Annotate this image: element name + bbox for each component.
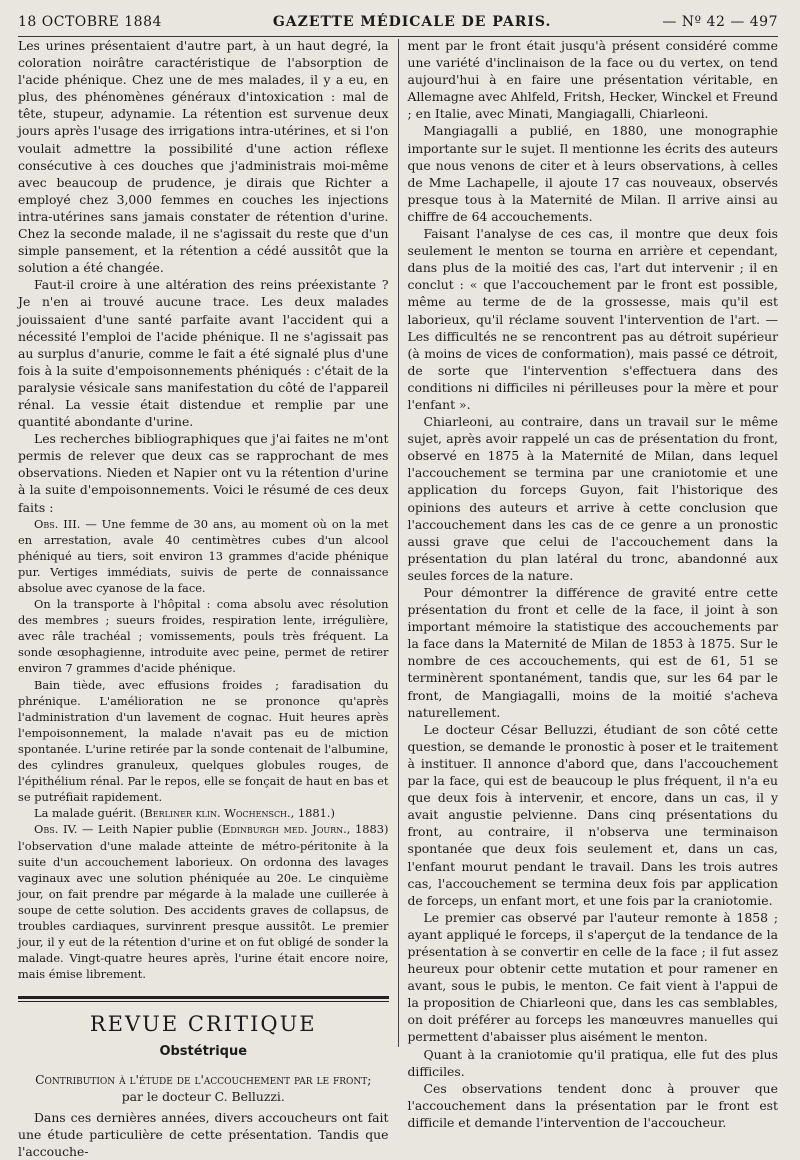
paragraph: Le premier cas observé par l'auteur remonte à 1858 ; ayant appliqué le forceps, il s'aperçut de la tendance de la présentation à se convertir en celle de la face ; il fut assez heureux pour obtenir cette mutation et pour ramener en avant, sous le pubis, le menton. Ce fait vient à l'appui de la proposition de Chiarleoni que, dans les cas semblables, on doit préférer au forceps les manœuvres manuelles qui permettent d'abaisser plus aisément le menton. <box>407 909 778 1045</box>
paragraph: Faisant l'analyse de ces cas, il montre que deux fois seulement le menton se tourna en arrière et cependant, dans plus de la moitié des cas, l'art dut intervenir ; il en conclut : « que l'accouchement par le front est possible, même au terme de de la grossesse, mais qu'il est laborieux, qu'il réclame souvent l'intervention de l'art. — Les difficultés ne se rencontrent pas au détroit supérieur (à moins de vices de conformation), mais passé ce détroit, de sorte que l'intervention s'effectuera dans des conditions ni difficiles ni périlleuses pour la mère et pour l'enfant ». <box>407 226 778 412</box>
article-heading <box>18 1071 389 1105</box>
observation-4 <box>18 821 389 982</box>
header-issue: — Nº 42 — 497 <box>662 14 778 30</box>
paragraph: Les urines présentaient d'autre part, à un haut degré, la coloration noirâtre caractéristique de l'absorption de l'acide phénique. Chez une de mes malades, il y a eu, en plus, des phénomènes généraux d'intoxication : mal de tête, stupeur, adynamie. La rétention est survenue deux jours après l'usage des irrigations intra-utérines, et si l'on voulait admettre la possibilité d'une action réflexe consécutive à ces douches que j'administrais moi-même avec beaucoup de prudence, je dirais que Richter a employé chez 3,000 femmes en couches les injections intra-utérines sans jamais constater de rétention d'urine. Chez la seconde malade, il ne s'agissait du reste que d'un simple pansement, et la rétention a cédé aussitôt que la solution a été changée. <box>18 38 389 276</box>
right-column <box>399 37 779 1130</box>
header-date: 18 OCTOBRE 1884 <box>18 14 162 30</box>
section-title: REVUE CRITIQUE <box>89 1012 317 1037</box>
section-rule-thick <box>18 996 389 999</box>
paragraph-text: La malade guérit. ( <box>34 806 145 821</box>
paragraph: On la transporte à l'hôpital : coma absolu avec résolution des membres ; sueurs froides, respiration lente, irrégulière, avec râle trachéal ; vomissements, pouls très fréquent. La sonde œsophagienne, introduite avec peine, permet de retirer environ 7 grammes d'acide phénique. <box>18 597 389 676</box>
paragraph: Ces observations tendent donc à prouver que l'accouchement dans la présentation par le front est difficile et demande l'intervention de l'accoucheur. <box>407 1080 778 1130</box>
observation-label: Obs. IV. <box>34 822 78 837</box>
paragraph: Bain tiède, avec effusions froides ; faradisation du phrénique. L'amélioration ne se prononce qu'après l'administration d'un lavement de cognac. Huit heures après l'empoisonnement, la malade n'avait pas eu de miction spontanée. L'urine retirée par la sonde contenait de l'albumine, des cylindres granuleux, quelques globules rouges, de l'épithélium rénal. Par le repos, elle se fonçait de haut en bas et se putréfiait rapidement. <box>18 677 389 805</box>
page-header <box>18 14 778 34</box>
paragraph: Mangiagalli a publié, en 1880, une monographie importante sur le sujet. Il mentionne les écrits des auteurs que nous venons de citer et à leurs observations, à celles de Mme Lachapelle, il ajoute 17 cas nouveaux, observés presque tous à la Maternité de Milan. Il arrive ainsi au chiffre de 64 accouchements. <box>407 123 778 224</box>
observation-3 <box>18 516 389 596</box>
reference: Edinburgh med. Journ. <box>222 822 347 837</box>
header-title: GAZETTE MÉDICALE DE PARIS. <box>272 14 552 30</box>
observation-text: , 1883) l'observation d'une malade atteinte de métro-péritonite à la suite d'un accouchement laborieux. On ordonna des lavages vaginaux avec une solution phéniquée au 20e. Le cinquième jour, on fait prendre par mégarde à la malade une cuillerée à soupe de cette solution. Des accidents graves de collapsus, de troubles cardiaques, survinrent presque aussitôt. Le premier jour, il y eut de la rétention d'urine et on fut obligé de sonder la malade. Vingt-quatre heures après, l'urine était encore noire, mais émise librement. <box>18 822 389 982</box>
observation-label: Obs. III. <box>34 516 81 531</box>
paragraph: Chiarleoni, au contraire, dans un travail sur le même sujet, après avoir rappelé un cas de présentation du front, observé en 1875 à la Maternité de Milan, dans lequel l'accouchement se termina par une craniotomie et une application du forceps Guyon, fait l'historique des opinions des auteurs et arrive à cette conclusion que l'accouchement dans les cas de ce genre a un pronostic aussi grave que celui de l'accouchement dans la présentation du plan latéral du tronc, abandonné aux seules forces de la nature. <box>407 414 778 583</box>
paragraph: Faut-il croire à une altération des reins préexistante ? Je n'en ai trouvé aucune trace. Les deux malades jouissaient d'une santé parfaite avant l'accident qui a nécessité l'emploi de l'acide phénique. Il ne s'agissait pas au surplus d'anurie, comme le fait a été signalé plus d'une fois à la suite d'empoisonnements phéniqués : c'était de la paralysie vésicale sans manifestation du côté de l'appareil rénal. La vessie était distendue et remplie par une quantité abondante d'urine. <box>18 277 389 430</box>
article-columns <box>18 37 778 1159</box>
paragraph: Quant à la craniotomie qu'il pratiqua, elle fut des plus difficiles. <box>407 1046 778 1079</box>
article-heading-author: par le docteur C. Belluzzi. <box>121 1088 285 1104</box>
observation-text: — Leith Napier publie ( <box>77 822 223 837</box>
paragraph: Pour démontrer la différence de gravité entre cette présentation du front et celle de la face, il joint à son important mémoire la statistique des accouchements par la face dans la Maternité de Milan de 1853 à 1875. Sur le nombre de ces accouchements, qui est de 61, 51 se terminèrent spontanément, tandis que, sur les 64 par le front, de Mangiagalli, moins de la moitié s'acheva naturellement. <box>407 585 778 720</box>
left-column <box>18 37 398 1159</box>
section-subtitle: Obstétrique <box>159 1044 248 1060</box>
reference: Berliner klin. Wochensch. <box>144 806 291 821</box>
paragraph: ment par le front était jusqu'à présent considéré comme une variété d'inclinaison de la face ou du vertex, on tend aujourd'hui à en faire une présentation véritable, en Allemagne avec Ahlfeld, Fritsh, Hecker, Winckel et Freund ; en Italie, avec Minati, Mangiagalli, Chiarleoni. <box>407 38 778 122</box>
paragraph-text: , 1881.) <box>290 806 335 821</box>
paragraph: Dans ces dernières années, divers accoucheurs ont fait une étude particulière de cette présentation. Tandis que l'accouche- <box>18 1109 389 1159</box>
paragraph: Les recherches bibliographiques que j'ai faites ne m'ont permis de relever que deux cas se rapprochant de mes observations. Nieden et Napier ont vu la rétention d'urine à la suite d'empoisonnements. Voici le résumé de ces deux faits : <box>18 431 389 515</box>
paragraph: Le docteur César Belluzzi, étudiant de son côté cette question, se demande le pronostic à poser et le traitement à instituer. Il annonce d'abord que, dans l'accouchement par la face, qui est de beaucoup le plus fréquent, il n'a eu que deux fois à intervenir, et encore, dans un cas, il y avait angustie pelvienne. Dans cinq présentations du front, au contraire, il n'observa une terminaison spontanée que deux fois seulement et, dans un cas, l'enfant mourut pendant le travail. Dans les trois autres cas, l'accouchement se termina deux fois par application de forceps, un enfant mort, et une fois par la craniotomie. <box>407 721 778 908</box>
section-rule-thin <box>18 1001 389 1002</box>
observation-text: — Une femme de 30 ans, au moment où on la met en arrestation, avale 40 centimètres cubes d'un alcool phéniqué au tiers, soit environ 13 grammes d'acide phénique pur. Vertiges immédiats, suivis de perte de connaissance absolue avec cyanose de la face. <box>18 516 389 595</box>
article-heading-title: Contribution à l'étude de l'accouchement par le front; <box>35 1071 372 1087</box>
paragraph <box>18 805 389 821</box>
